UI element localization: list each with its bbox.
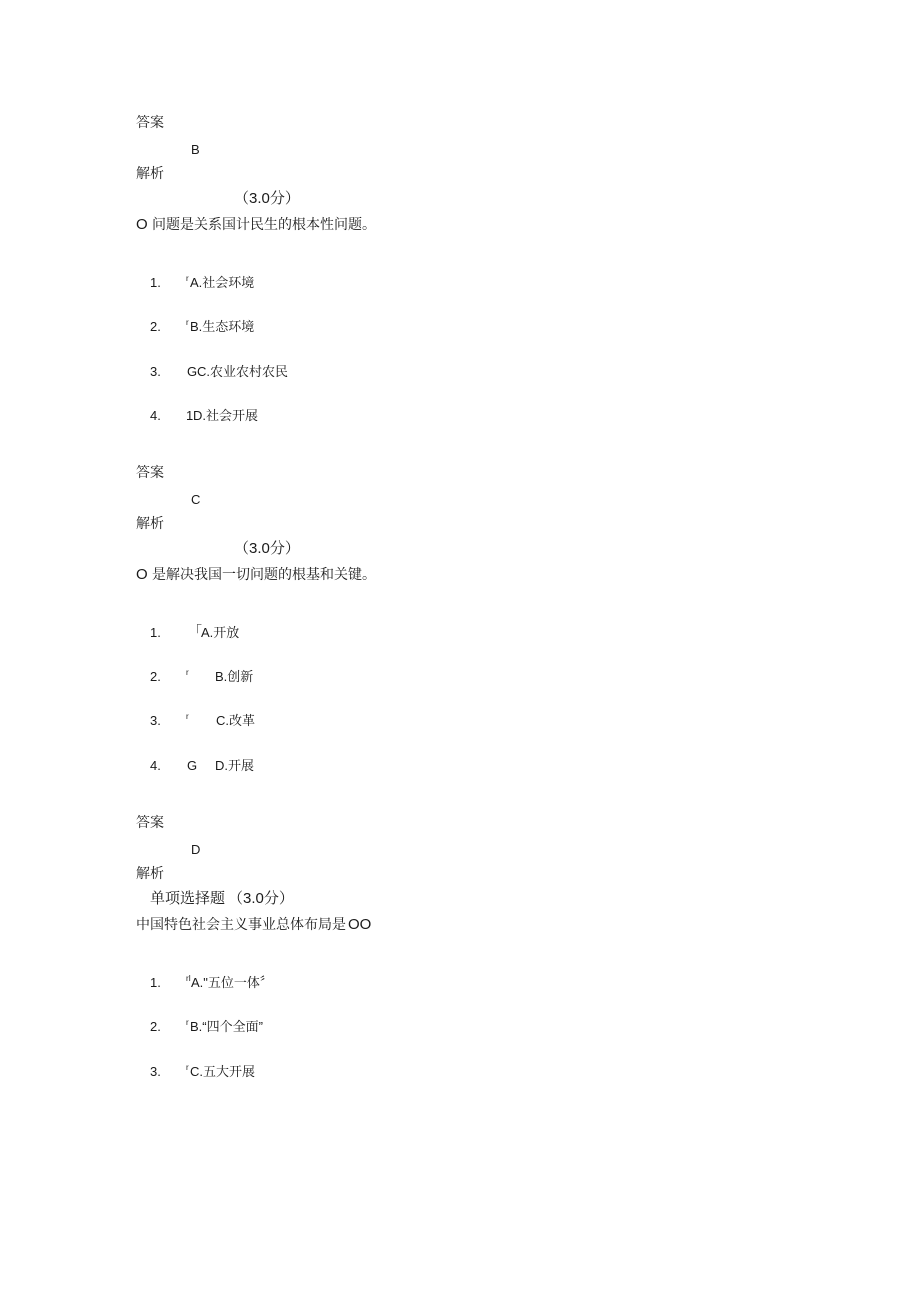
option-text[interactable]: C.改革 [216,713,256,728]
analysis-label: 解析 [136,166,164,182]
analysis-label: 解析 [136,516,164,532]
radio-icon[interactable]: 1 [186,408,194,423]
radio-icon[interactable]: r [186,712,189,721]
radio-icon[interactable]: r [186,318,189,327]
answer-label: 答案 [136,815,164,831]
option-text[interactable]: D.开展 [215,758,255,773]
answer-value: B [191,142,200,157]
option-number: 3. [150,713,161,728]
option-text[interactable]: A."五位一体〞 [191,975,273,990]
option-text[interactable]: B.生态环境 [190,319,255,334]
option-number: 3. [150,364,161,379]
answer-blank: OO [348,916,372,933]
option-text[interactable]: B.创新 [215,669,254,684]
option-number: 2. [150,669,161,684]
option-number: 4. [150,408,161,423]
question-stem: 问题是关系国计民生的根本性问题。 [152,217,376,233]
radio-icon[interactable]: r [186,1018,189,1027]
question-stem: 是解决我国一切问题的根基和关键。 [152,567,376,583]
radio-icon[interactable]: r [186,274,189,283]
radio-icon[interactable]: r [186,668,189,677]
analysis-label: 解析 [136,866,164,882]
option-number: 2. [150,1019,161,1034]
radio-icon[interactable]: G [187,758,198,773]
option-text[interactable]: A.开放 [201,625,240,640]
option-number: 1. [150,275,161,290]
option-number: 1. [150,625,161,640]
answer-value: C [191,492,201,507]
radio-icon[interactable]: rI [186,974,191,983]
question-score: （3.0分） [234,190,300,207]
answer-label: 答案 [136,115,164,131]
option-number: 4. [150,758,161,773]
option-text[interactable]: D.社会开展 [193,408,259,423]
option-text[interactable]: C.五大开展 [190,1064,256,1079]
question-score: （3.0分） [234,540,300,557]
option-text[interactable]: A.社会环境 [190,275,255,290]
option-number: 2. [150,319,161,334]
option-number: 1. [150,975,161,990]
question-stem: 中国特色社会主义事业总体布局是 [136,917,346,933]
radio-icon[interactable]: 「 [188,624,202,640]
option-text[interactable]: C.农业农村农民 [197,364,289,379]
answer-label: 答案 [136,465,164,481]
question-stem-marker: O [136,566,148,583]
question-stem-marker: O [136,216,148,233]
question-type-label: 单项选择题 [150,889,226,907]
question-score: （3.0分） [228,890,294,907]
option-text[interactable]: B.“四个全面” [190,1019,263,1034]
answer-value: D [191,842,201,857]
radio-icon[interactable]: G [187,364,198,379]
radio-icon[interactable]: r [186,1063,189,1072]
option-number: 3. [150,1064,161,1079]
